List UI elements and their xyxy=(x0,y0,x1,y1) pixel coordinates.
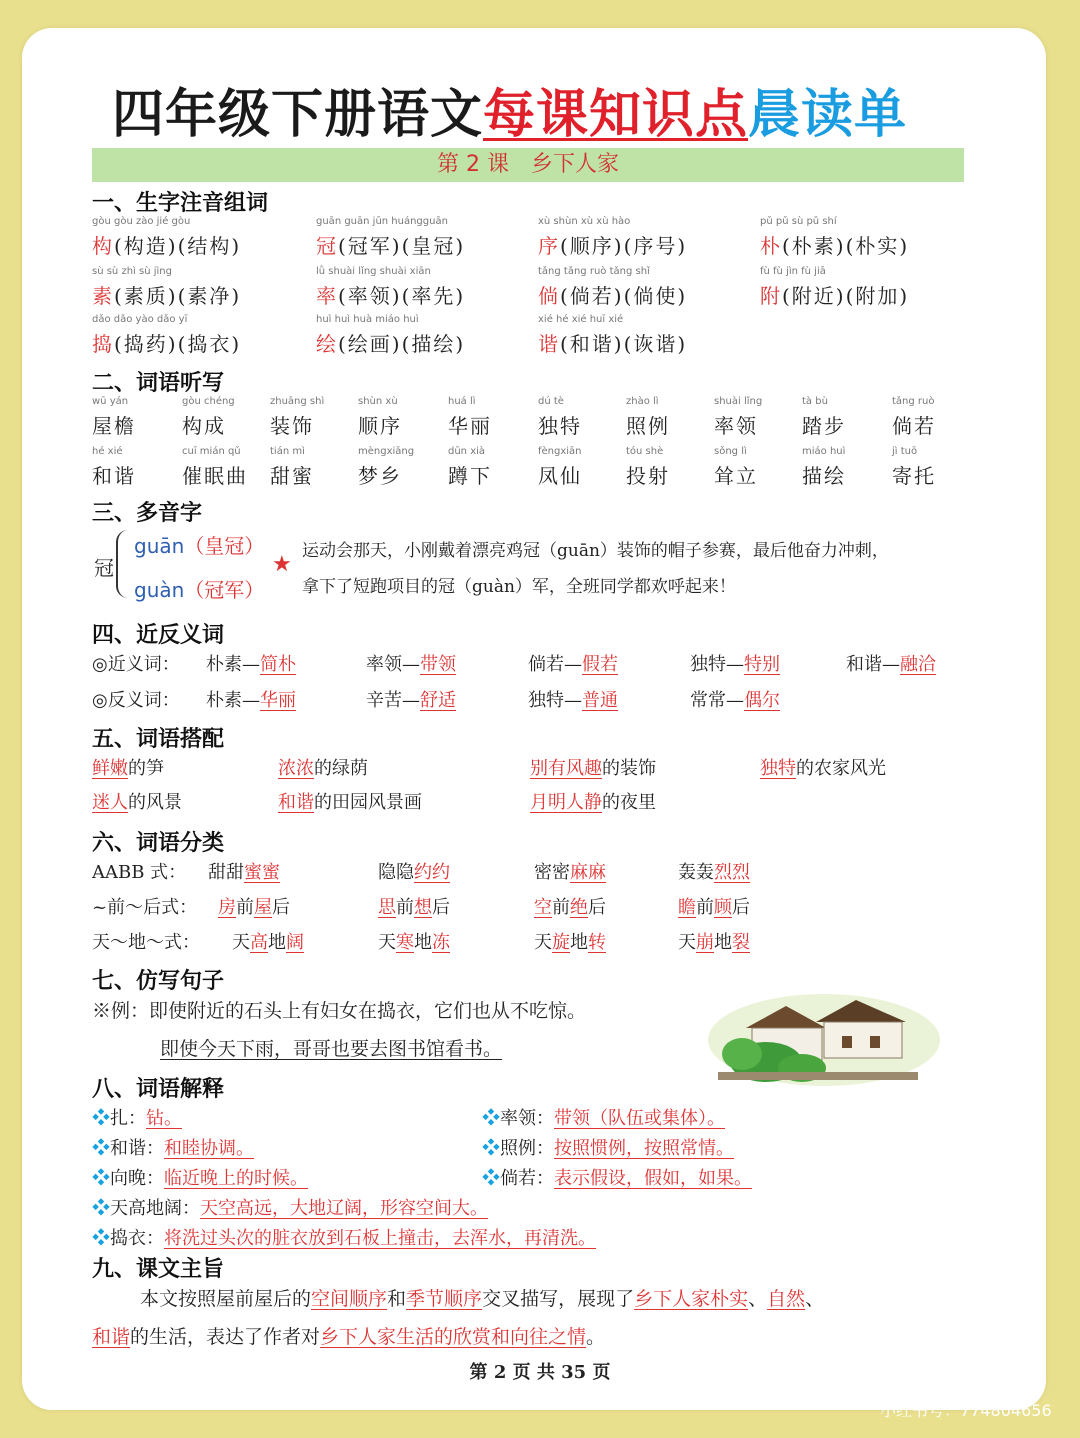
word: 倘若 xyxy=(892,414,936,438)
dictation-word xyxy=(92,396,136,439)
section-heading: 八、词语解释 xyxy=(92,1077,225,1102)
modifier: 鲜嫩 xyxy=(92,758,128,779)
star-icon: ★ xyxy=(272,552,292,577)
char: 地 xyxy=(414,932,432,953)
meaning: 钻。 xyxy=(146,1108,182,1129)
word: 独特— xyxy=(528,690,582,711)
target-char: 素 xyxy=(92,284,114,308)
dictation-word xyxy=(182,396,235,439)
noun-phrase: 的风景 xyxy=(128,792,182,813)
word: 倘若— xyxy=(528,654,582,675)
compound-words: (附近)(附加) xyxy=(782,284,910,308)
target-char: 构 xyxy=(92,234,114,258)
definition xyxy=(482,1134,734,1160)
dictation-word xyxy=(626,446,670,489)
collocation xyxy=(278,788,422,814)
term: 和谐： xyxy=(110,1138,164,1159)
compound-words: (捣药)(捣衣) xyxy=(114,332,242,356)
pinyin: miáo huì xyxy=(802,446,846,457)
dictation-word xyxy=(714,446,758,489)
pinyin: cuī mián qǔ xyxy=(182,446,241,457)
part: 蜜蜜 xyxy=(244,862,280,883)
collocation xyxy=(278,754,368,780)
noun-phrase: 的农家风光 xyxy=(796,758,886,779)
char: 天 xyxy=(378,932,396,953)
diamond-icon: ❖ xyxy=(92,1198,110,1219)
meaning: 将洗过头次的脏衣放到石板上撞击，去浑水，再清洗。 xyxy=(164,1228,596,1249)
pinyin: lǜ shuài lǐng shuài xiān xyxy=(316,266,431,277)
char: 空 xyxy=(534,897,552,918)
synonym-pair xyxy=(846,650,936,676)
char: 绝 xyxy=(570,897,588,918)
antonym: 舒适 xyxy=(420,690,456,711)
char-entry xyxy=(760,216,909,259)
target-char: 序 xyxy=(538,234,560,258)
compound-words: (冠军)(皇冠) xyxy=(338,234,466,258)
char: 地 xyxy=(570,932,588,953)
diamond-icon: ❖ xyxy=(482,1168,500,1189)
pinyin: shùn xù xyxy=(358,396,398,407)
pinyin: huì huì huà miáo huì xyxy=(316,314,419,325)
synonym: 假若 xyxy=(582,654,618,675)
compound-words: (素质)(素净) xyxy=(114,284,242,308)
char: 裂 xyxy=(732,932,750,953)
antonym-pair xyxy=(366,686,456,712)
pattern-word xyxy=(678,928,750,954)
word: 装饰 xyxy=(270,414,314,438)
modifier: 迷人 xyxy=(92,792,128,813)
word: 踏步 xyxy=(802,414,846,438)
synonym-pair xyxy=(690,650,780,676)
pinyin: zhào lì xyxy=(626,396,659,407)
synonym: 带领 xyxy=(420,654,456,675)
char: 屋 xyxy=(254,897,272,918)
definition xyxy=(482,1104,725,1130)
synonym-pair xyxy=(366,650,456,676)
char: 后 xyxy=(272,897,290,918)
pattern-word xyxy=(218,893,290,919)
word: 甜蜜 xyxy=(270,464,314,488)
dictation-word xyxy=(802,396,846,439)
antonym: 偶尔 xyxy=(744,690,780,711)
synonym: 特别 xyxy=(744,654,780,675)
collocation xyxy=(92,754,164,780)
dictation-word xyxy=(270,446,314,489)
diamond-icon: ❖ xyxy=(482,1108,500,1129)
pinyin: dú tè xyxy=(538,396,564,407)
noun-phrase: 的装饰 xyxy=(602,758,656,779)
word-group xyxy=(92,280,241,309)
lesson-banner: 第 2 课 乡下人家 xyxy=(92,148,964,182)
word: 和谐 xyxy=(92,464,136,488)
word: 描绘 xyxy=(802,464,846,488)
diamond-icon: ❖ xyxy=(92,1108,110,1129)
char: 冻 xyxy=(432,932,450,953)
pattern-word xyxy=(378,928,450,954)
char-entry xyxy=(92,216,241,259)
diamond-icon: ❖ xyxy=(92,1168,110,1189)
dictation-word xyxy=(892,446,936,489)
word: 蹲下 xyxy=(448,464,492,488)
char-entry xyxy=(92,314,241,357)
definition xyxy=(92,1134,254,1160)
aabb-word xyxy=(534,858,606,884)
noun-phrase: 的绿荫 xyxy=(314,758,368,779)
modifier: 浓浓 xyxy=(278,758,314,779)
word-group xyxy=(92,230,241,259)
dictation-word xyxy=(892,396,936,439)
compound-words: (朴素)(朴实) xyxy=(782,234,910,258)
char: 寒 xyxy=(396,932,414,953)
dictation-word xyxy=(802,446,846,489)
target-char: 附 xyxy=(760,284,782,308)
target-char: 绘 xyxy=(316,332,338,356)
compound-words: (倘若)(倘使) xyxy=(560,284,688,308)
pattern-word xyxy=(534,928,606,954)
collocation xyxy=(92,788,182,814)
char-entry xyxy=(316,314,465,357)
part: 烈烈 xyxy=(714,862,750,883)
char-entry xyxy=(316,216,465,259)
char: 瞻 xyxy=(678,897,696,918)
pinyin: xù shùn xù xù hào xyxy=(538,216,631,227)
target-char: 谐 xyxy=(538,332,560,356)
word: 率领— xyxy=(366,654,420,675)
term: 捣衣： xyxy=(110,1228,164,1249)
char: 高 xyxy=(250,932,268,953)
page-title: 四年级下册语文每课知识点晨读单 xyxy=(112,85,908,145)
char: 房 xyxy=(218,897,236,918)
synonym-label: ◎近义词： xyxy=(92,654,180,675)
word: 梦乡 xyxy=(358,464,402,488)
word: 率领 xyxy=(714,414,758,438)
word-group xyxy=(538,280,687,309)
part: 麻麻 xyxy=(570,862,606,883)
pattern-word xyxy=(534,893,606,919)
dictation-word xyxy=(92,446,136,489)
noun-phrase: 的夜里 xyxy=(602,792,656,813)
word-group xyxy=(760,280,909,309)
dictation-word xyxy=(448,446,492,489)
theme-line-1: 本文按照屋前屋后的空间顺序和季节顺序交叉描写，展现了乡下人家朴实、自然、 xyxy=(140,1288,825,1310)
dictation-word xyxy=(358,396,402,439)
term: 向晚： xyxy=(110,1168,164,1189)
definition xyxy=(92,1224,596,1250)
dictation-word xyxy=(448,396,492,439)
target-char: 朴 xyxy=(760,234,782,258)
class-label: AABB 式： xyxy=(92,862,187,883)
word-group xyxy=(316,230,465,259)
char-entry xyxy=(538,314,687,357)
pinyin: guān guān jūn huángguān xyxy=(316,216,448,227)
dictation-word xyxy=(538,396,582,439)
char: 前 xyxy=(236,897,254,918)
section-heading: 一、生字注音组词 xyxy=(92,191,269,216)
definition xyxy=(92,1164,308,1190)
pinyin: fù fù jìn fù jiā xyxy=(760,266,826,277)
section-heading: 四、近反义词 xyxy=(92,623,225,648)
section-heading: 五、词语搭配 xyxy=(92,727,225,752)
antonym-pair xyxy=(528,686,618,712)
char: 天 xyxy=(232,932,250,953)
meaning: 天空高远，大地辽阔，形容空间大。 xyxy=(200,1198,488,1219)
word: 屋檐 xyxy=(92,414,136,438)
meaning: 表示假设，假如，如果。 xyxy=(554,1168,752,1189)
part: 约约 xyxy=(414,862,450,883)
answer-sentence: 即使今天下雨，哥哥也要去图书馆看书。 xyxy=(160,1038,503,1060)
compound-words: (构造)(结构) xyxy=(114,234,242,258)
page-footer: 第 2 页 共 35 页 xyxy=(469,1362,611,1383)
compound-words: (绘画)(描绘) xyxy=(338,332,466,356)
diamond-icon: ❖ xyxy=(92,1228,110,1249)
section-heading: 七、仿写句子 xyxy=(92,969,225,994)
collocation xyxy=(530,754,656,780)
part: 甜甜 xyxy=(208,862,244,883)
pinyin: fèngxiān xyxy=(538,446,582,457)
pinyin: gòu chéng xyxy=(182,396,235,407)
char: 后 xyxy=(588,897,606,918)
pinyin: gòu gòu zào jié gòu xyxy=(92,216,191,227)
target-char: 冠 xyxy=(316,234,338,258)
polyphone-sentence-1: 运动会那天，小刚戴着漂亮鸡冠（guān）装饰的帽子参赛，最后他奋力冲刺， xyxy=(302,541,889,561)
antonym-pair xyxy=(206,686,296,712)
char: 后 xyxy=(732,897,750,918)
char: 地 xyxy=(268,932,286,953)
char: 前 xyxy=(552,897,570,918)
term: 扎： xyxy=(110,1108,146,1129)
target-char: 率 xyxy=(316,284,338,308)
dictation-word xyxy=(182,446,248,489)
target-char: 捣 xyxy=(92,332,114,356)
pinyin: sù sù zhì sù jìng xyxy=(92,266,172,277)
char: 天 xyxy=(534,932,552,953)
word: 和谐— xyxy=(846,654,900,675)
word: 朴素— xyxy=(206,654,260,675)
section-heading: 九、课文主旨 xyxy=(92,1257,225,1282)
char: 想 xyxy=(414,897,432,918)
pinyin: dǎo dǎo yào dǎo yī xyxy=(92,314,188,325)
word: 凤仙 xyxy=(538,464,582,488)
char: 前 xyxy=(696,897,714,918)
word: 常常— xyxy=(690,690,744,711)
dictation-word xyxy=(626,396,670,439)
word-group xyxy=(538,230,687,259)
antonym: 普通 xyxy=(582,690,618,711)
dictation-word xyxy=(358,446,414,489)
char: 崩 xyxy=(696,932,714,953)
pinyin: tǎng ruò xyxy=(892,396,935,407)
pinyin: mèngxiāng xyxy=(358,446,415,457)
compound-words: (顺序)(序号) xyxy=(560,234,688,258)
part: 密密 xyxy=(534,862,570,883)
char-entry xyxy=(316,266,465,309)
pinyin: wū yán xyxy=(92,396,129,407)
modifier: 独特 xyxy=(760,758,796,779)
word-group xyxy=(760,230,909,259)
synonym-pair xyxy=(528,650,618,676)
polyphone-reading-2: guàn（冠军） xyxy=(134,578,265,602)
char: 转 xyxy=(588,932,606,953)
pinyin: jì tuō xyxy=(892,446,918,457)
definition xyxy=(92,1104,182,1130)
synonym: 简朴 xyxy=(260,654,296,675)
brace xyxy=(116,530,132,598)
polyphone-sentence-2: 拿下了短跑项目的冠（guàn）军，全班同学都欢呼起来！ xyxy=(302,577,736,597)
word-group xyxy=(316,328,465,357)
compound-words: (率领)(率先) xyxy=(338,284,466,308)
char-entry xyxy=(760,266,909,309)
char: 顾 xyxy=(714,897,732,918)
synonym: 融洽 xyxy=(900,654,936,675)
village-illustration xyxy=(706,988,942,1088)
section-heading: 六、词语分类 xyxy=(92,831,225,856)
antonym-label: ◎反义词： xyxy=(92,690,180,711)
collocation xyxy=(760,754,886,780)
word: 辛苦— xyxy=(366,690,420,711)
pinyin: sǒng lì xyxy=(714,446,747,457)
meaning: 带领（队伍或集体）。 xyxy=(554,1108,725,1129)
antonym-pair xyxy=(690,686,780,712)
compound-words: (和谐)(诙谐) xyxy=(560,332,688,356)
section-heading: 三、多音字 xyxy=(92,501,203,526)
modifier: 月明人静 xyxy=(530,792,602,813)
char: 思 xyxy=(378,897,396,918)
word-group xyxy=(92,328,241,357)
term: 倘若： xyxy=(500,1168,554,1189)
diamond-icon: ❖ xyxy=(482,1138,500,1159)
word: 耸立 xyxy=(714,464,758,488)
pinyin: tián mì xyxy=(270,446,305,457)
term: 照例： xyxy=(500,1138,554,1159)
dictation-word xyxy=(714,396,762,439)
collocation xyxy=(530,788,656,814)
term: 天高地阔： xyxy=(110,1198,200,1219)
definition xyxy=(482,1164,752,1190)
synonym-pair xyxy=(206,650,296,676)
pattern-word xyxy=(232,928,304,954)
pinyin: dūn xià xyxy=(448,446,486,457)
pinyin: hé xié xyxy=(92,446,123,457)
char: 阔 xyxy=(286,932,304,953)
char: 前 xyxy=(396,897,414,918)
watermark: 小红书号：774804656 xyxy=(880,1401,1052,1420)
char: 后 xyxy=(432,897,450,918)
noun-phrase: 的笋 xyxy=(128,758,164,779)
word: 顺序 xyxy=(358,414,402,438)
char: 天 xyxy=(678,932,696,953)
class-label: 天～地～式： xyxy=(92,932,200,953)
aabb-word xyxy=(208,858,280,884)
pinyin: tóu shè xyxy=(626,446,664,457)
section-heading: 二、词语听写 xyxy=(92,371,225,396)
polyphone-reading-1: guān（皇冠） xyxy=(134,534,265,558)
target-char: 倘 xyxy=(538,284,560,308)
char: 地 xyxy=(714,932,732,953)
polyphone-char: 冠 xyxy=(94,556,114,580)
word: 独特— xyxy=(690,654,744,675)
word: 构成 xyxy=(182,414,226,438)
char: 旋 xyxy=(552,932,570,953)
char-entry xyxy=(92,266,241,309)
word-group xyxy=(316,280,465,309)
word: 独特 xyxy=(538,414,582,438)
word: 催眠曲 xyxy=(182,464,248,488)
antonym: 华丽 xyxy=(260,690,296,711)
part: 隐隐 xyxy=(378,862,414,883)
aabb-word xyxy=(678,858,750,884)
word: 寄托 xyxy=(892,464,936,488)
pinyin: pǔ pǔ sù pǔ shí xyxy=(760,216,837,227)
theme-line-2: 和谐的生活，表达了作者对乡下人家生活的欣赏和向往之情。 xyxy=(92,1326,606,1348)
aabb-word xyxy=(378,858,450,884)
word: 华丽 xyxy=(448,414,492,438)
example-sentence: ※例：即使附近的石头上有妇女在捣衣，它们也从不吃惊。 xyxy=(92,1000,587,1022)
modifier: 和谐 xyxy=(278,792,314,813)
meaning: 临近晚上的时候。 xyxy=(164,1168,308,1189)
dictation-word xyxy=(538,446,582,489)
pinyin: shuài lǐng xyxy=(714,396,763,407)
pinyin: tà bù xyxy=(802,396,828,407)
term: 率领： xyxy=(500,1108,554,1129)
pinyin: xié hé xié huī xié xyxy=(538,314,624,325)
pinyin: huá lì xyxy=(448,396,476,407)
meaning: 和睦协调。 xyxy=(164,1138,254,1159)
word: 朴素— xyxy=(206,690,260,711)
pattern-word xyxy=(378,893,450,919)
pinyin: zhuāng shì xyxy=(270,396,325,407)
word: 照例 xyxy=(626,414,670,438)
dictation-word xyxy=(270,396,324,439)
char-entry xyxy=(538,216,687,259)
word-group xyxy=(538,328,687,357)
char-entry xyxy=(538,266,687,309)
pinyin: tǎng tǎng ruò tǎng shǐ xyxy=(538,266,650,277)
word: 投射 xyxy=(626,464,670,488)
definition xyxy=(92,1194,488,1220)
part: 轰轰 xyxy=(678,862,714,883)
pattern-word xyxy=(678,893,750,919)
meaning: 按照惯例，按照常情。 xyxy=(554,1138,734,1159)
modifier: 别有风趣 xyxy=(530,758,602,779)
class-label: ~前～后式： xyxy=(92,897,198,918)
noun-phrase: 的田园风景画 xyxy=(314,792,422,813)
diamond-icon: ❖ xyxy=(92,1138,110,1159)
